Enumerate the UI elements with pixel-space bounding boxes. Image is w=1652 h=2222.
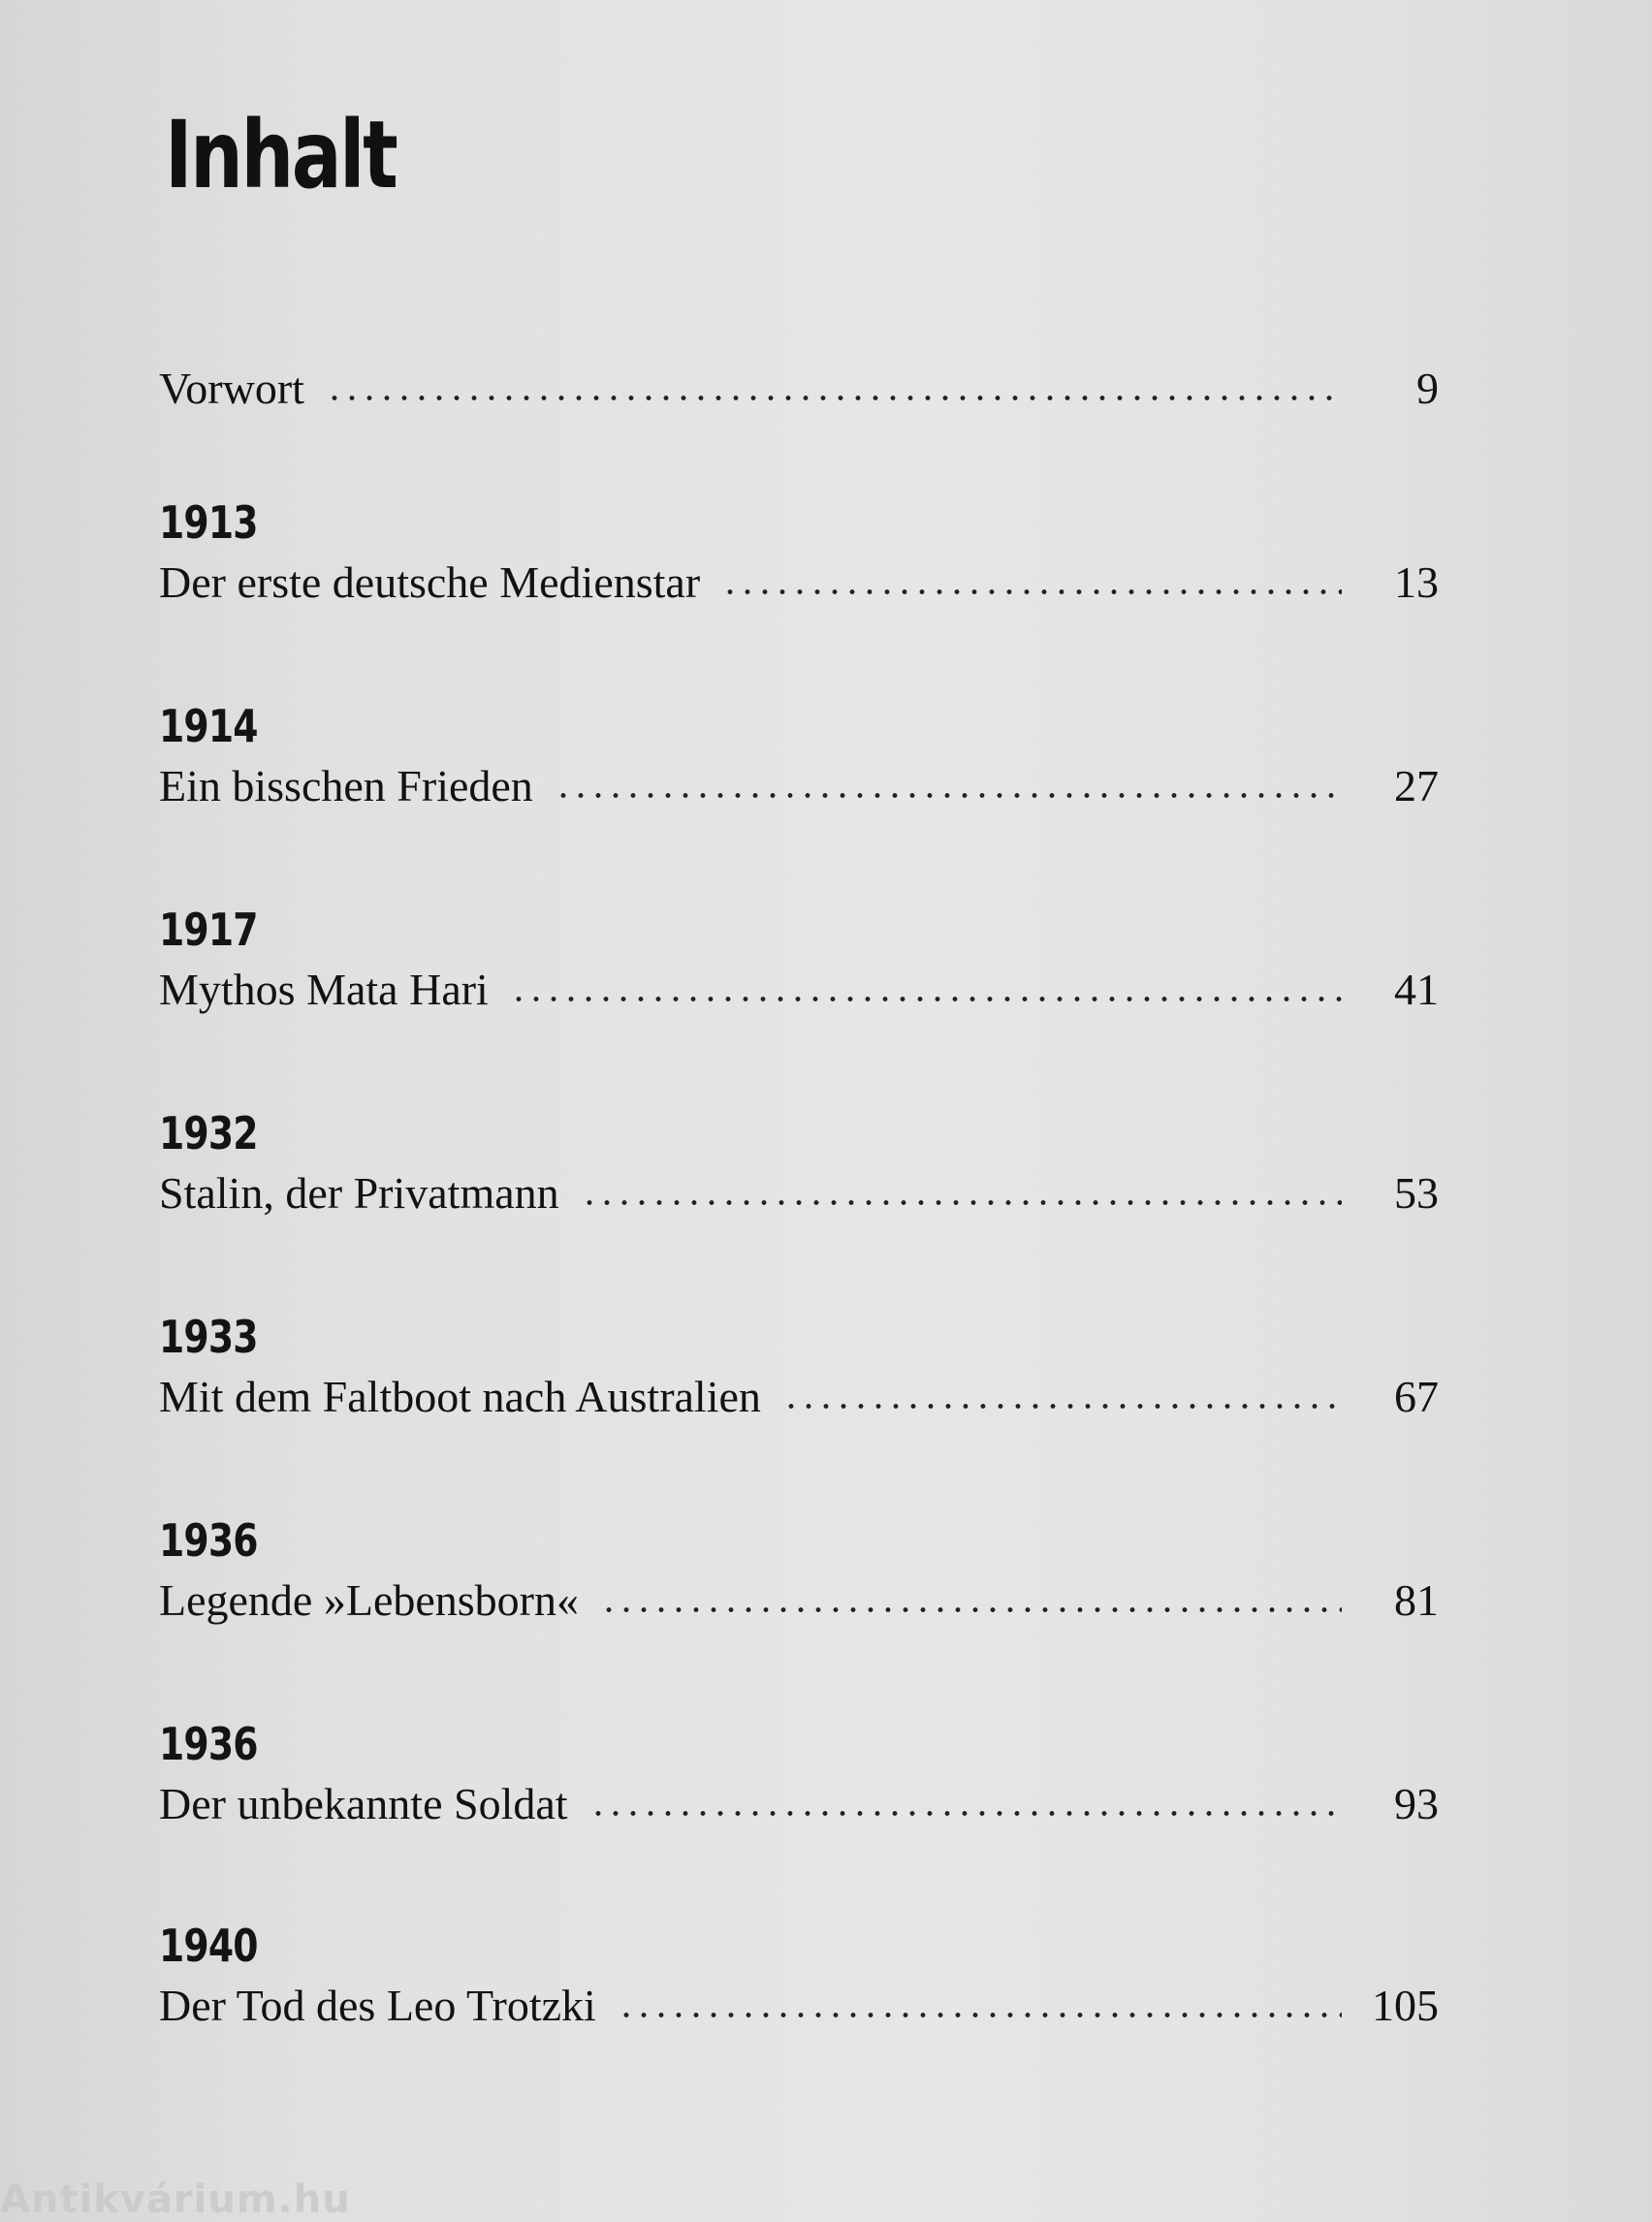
- toc-title: Ein bisschen Frieden: [159, 761, 533, 810]
- toc-entry: [159, 1920, 1439, 2034]
- toc-year: 1936: [159, 1514, 258, 1567]
- toc-line: [159, 1776, 1439, 1832]
- toc-year: 1932: [159, 1107, 258, 1159]
- dot-leader: [510, 989, 1342, 1008]
- toc-year: 1936: [159, 1718, 258, 1770]
- dot-leader: [618, 2005, 1342, 2024]
- toc-entry: [159, 1311, 1439, 1425]
- dot-leader: [782, 1396, 1342, 1415]
- toc-entry: [159, 700, 1439, 814]
- toc-page-number: 27: [1394, 761, 1439, 810]
- toc-line: [159, 1572, 1439, 1629]
- contents-heading: Inhalt: [165, 101, 397, 209]
- toc-entry: [159, 1718, 1439, 1832]
- toc-title: Der erste deutsche Medienstar: [159, 557, 701, 607]
- dot-leader: [326, 388, 1342, 407]
- toc-page-number: 13: [1394, 557, 1439, 607]
- toc-entry: [159, 1514, 1439, 1629]
- dot-leader: [721, 582, 1342, 601]
- toc-page-number: 53: [1394, 1168, 1439, 1218]
- toc-entry: [159, 1107, 1439, 1222]
- toc-title: Mythos Mata Hari: [159, 965, 489, 1014]
- toc-page-number: 105: [1372, 1981, 1439, 2030]
- toc-year: 1913: [159, 496, 258, 549]
- toc-year: 1940: [159, 1920, 258, 1972]
- toc-line: [159, 758, 1439, 814]
- watermark: Antikvárium.hu: [0, 2177, 351, 2222]
- toc-line: [159, 962, 1439, 1018]
- dot-leader: [581, 1192, 1342, 1212]
- toc-line: [159, 555, 1439, 611]
- toc-page-number: 93: [1394, 1779, 1439, 1828]
- toc-title: Der Tod des Leo Trotzki: [159, 1981, 596, 2030]
- toc-entry: [159, 496, 1439, 611]
- toc-page-number: 41: [1394, 965, 1439, 1014]
- dot-leader: [555, 785, 1342, 805]
- toc-entry: [159, 904, 1439, 1018]
- toc-year: 1917: [159, 904, 258, 956]
- dot-leader: [600, 1600, 1342, 1619]
- toc-line: [159, 1978, 1439, 2034]
- toc-title: Vorwort: [159, 364, 304, 413]
- toc-page-number: 67: [1394, 1372, 1439, 1421]
- toc-year: 1914: [159, 700, 258, 752]
- dot-leader: [589, 1803, 1342, 1823]
- toc-line: [159, 361, 1439, 417]
- toc-line: [159, 1369, 1439, 1425]
- toc-page-number: 81: [1394, 1575, 1439, 1625]
- toc-page-number: 9: [1416, 364, 1439, 413]
- toc-entry: [159, 361, 1439, 417]
- toc-title: Der unbekannte Soldat: [159, 1779, 568, 1828]
- toc-year: 1933: [159, 1311, 258, 1363]
- toc-title: Legende »Lebensborn«: [159, 1575, 580, 1625]
- toc-line: [159, 1165, 1439, 1222]
- toc-title: Mit dem Faltboot nach Australien: [159, 1372, 761, 1421]
- toc-title: Stalin, der Privatmann: [159, 1168, 559, 1218]
